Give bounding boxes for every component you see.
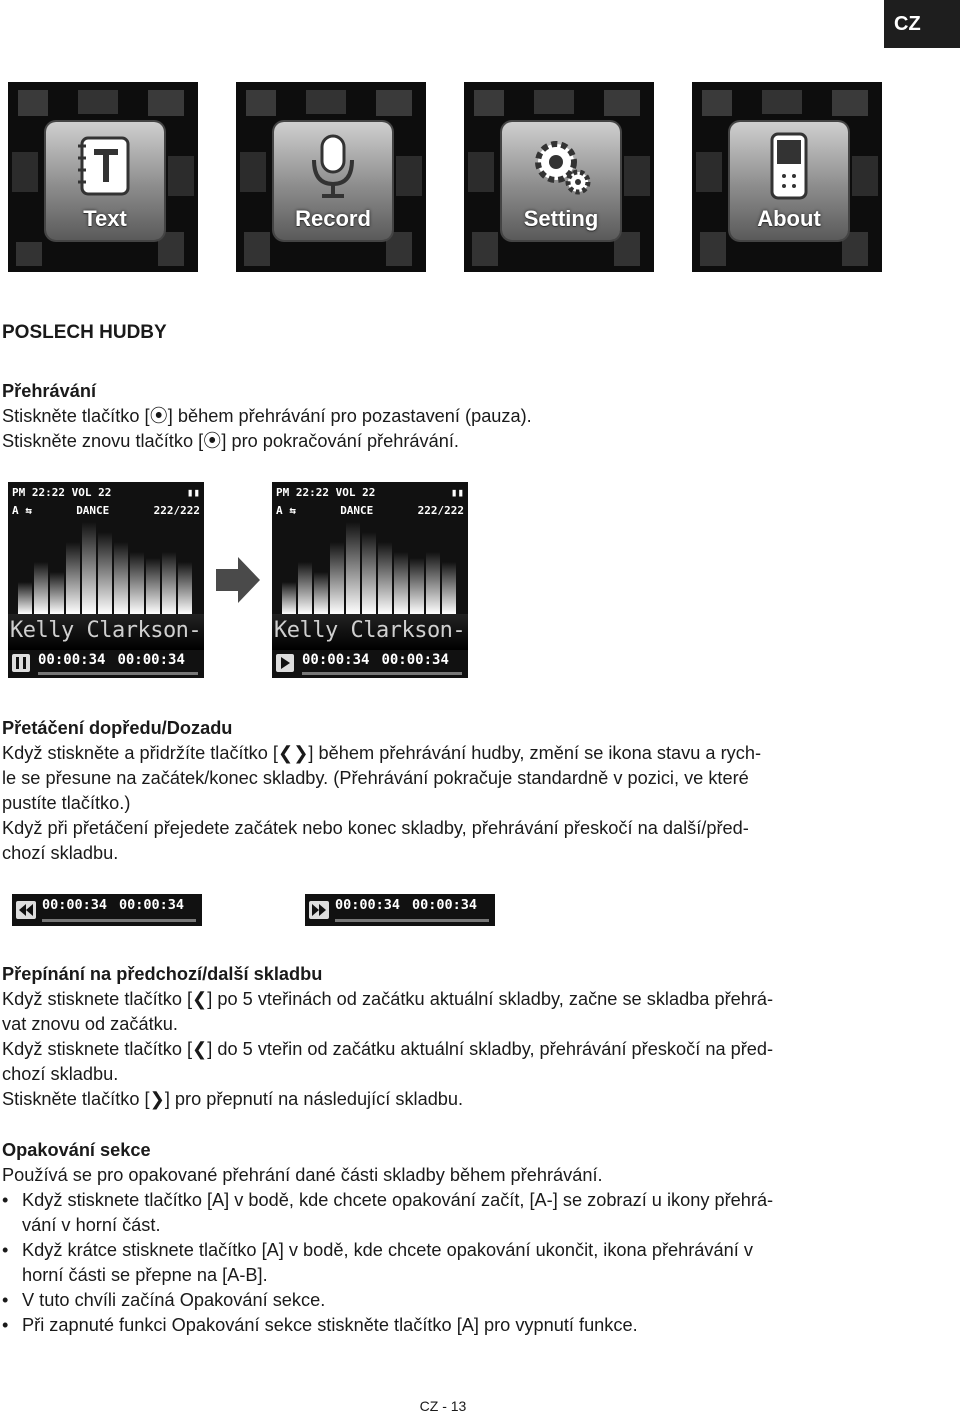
seek-paragraph-2: le se přesune na začátek/konec skladby. (Přehrávání pokračuje standardně v pozici, ve které xyxy=(2,768,749,788)
bullet-text: Když stisknete tlačítko [A] v bodě, kde chcete opakování začít, [A-] se zobrazí u ikony přehrá- xyxy=(22,1190,774,1210)
switch-line-5: Stiskněte tlačítko [❯] pro přepnutí na následující skladbu. xyxy=(2,1089,464,1109)
switch-line-1: Když stisknete tlačítko [❮] po 5 vteřinách od začátku aktuální skladby, začne se skladba přehrá- xyxy=(2,989,774,1009)
microphone-icon xyxy=(298,132,368,202)
clock-volume: PM 22:22 VOL 22 xyxy=(12,486,112,499)
battery-icon: ▮▮ xyxy=(450,486,464,499)
equalizer-visual xyxy=(272,522,468,614)
repeat-mode: A ⇆ xyxy=(12,504,32,517)
menu-shot-record xyxy=(236,82,426,272)
playback-heading: Přehrávání xyxy=(2,381,97,401)
repeat-bullets xyxy=(2,1188,882,1338)
progress-bar xyxy=(335,919,489,922)
repeat-mode: A ⇆ xyxy=(276,504,296,517)
time-readout xyxy=(302,652,449,668)
genre-label: DANCE xyxy=(76,504,110,517)
total-time: 00:00:34 xyxy=(117,652,185,668)
menu-card-record xyxy=(274,122,392,240)
elapsed-time: 00:00:34 xyxy=(38,652,106,668)
language-label: CZ xyxy=(894,12,921,35)
total-time: 00:00:34 xyxy=(381,652,449,668)
repeat-intro: Používá se pro opakované přehrání dané části skladby během přehrávání. xyxy=(2,1165,603,1185)
language-tab xyxy=(884,0,960,48)
seekbar-fast-forward xyxy=(305,894,495,926)
page-number: CZ - 13 xyxy=(419,1398,467,1414)
elapsed-time: 00:00:34 xyxy=(42,897,108,913)
time-readout xyxy=(335,897,477,913)
menu-shot-text xyxy=(8,82,198,272)
seek-paragraph-1: Když stiskněte a přidržíte tlačítko [❮❯] během přehrávání hudby, změní se ikona stavu a rych- xyxy=(2,743,761,763)
menu-screenshots xyxy=(8,82,888,272)
pause-icon xyxy=(12,654,30,672)
play-icon xyxy=(276,654,294,672)
arrow-right-icon xyxy=(214,555,262,605)
menu-label-about: About xyxy=(757,206,821,231)
progress-bar xyxy=(38,672,198,675)
player-screen-playing xyxy=(8,482,204,678)
seek-section xyxy=(2,716,882,866)
progress-bar xyxy=(302,672,462,675)
playback-line-1: Stiskněte tlačítko [⦿] během přehrávání pro pozastavení (pauza). xyxy=(2,406,532,426)
bullet-text: V tuto chvíli začíná Opakování sekce. xyxy=(22,1290,326,1310)
total-time: 00:00:34 xyxy=(119,897,185,913)
menu-card-about xyxy=(730,122,848,240)
list-item xyxy=(2,1238,882,1288)
menu-shot-setting xyxy=(464,82,654,272)
seek-heading: Přetáčení dopředu/Dozadu xyxy=(2,718,233,738)
elapsed-time: 00:00:34 xyxy=(335,897,401,913)
bullet-text: Když krátce stisknete tlačítko [A] v bodě, kde chcete opakování ukončit, ikona přehrávání v xyxy=(22,1240,753,1260)
fast-forward-icon xyxy=(309,901,329,919)
switch-section xyxy=(2,962,882,1112)
switch-line-3: Když stisknete tlačítko [❮] do 5 vteřin od začátku aktuální skladby, přehrávání přeskočí na před- xyxy=(2,1039,774,1059)
time-readout xyxy=(38,652,185,668)
rewind-icon xyxy=(16,901,36,919)
track-counter: 222/222 xyxy=(417,504,464,517)
menu-shot-about xyxy=(692,82,882,272)
clock-volume: PM 22:22 VOL 22 xyxy=(276,486,376,499)
bullet-text: Při zapnuté funkci Opakování sekce stiskněte tlačítko [A] pro vypnutí funkce. xyxy=(22,1315,638,1335)
list-item xyxy=(2,1288,882,1313)
gears-icon xyxy=(526,132,596,202)
elapsed-time: 00:00:34 xyxy=(302,652,370,668)
list-item xyxy=(2,1188,882,1238)
battery-icon: ▮▮ xyxy=(186,486,200,499)
time-readout xyxy=(42,897,184,913)
progress-bar xyxy=(42,919,196,922)
status-bar-top xyxy=(12,486,200,499)
status-bar-second xyxy=(12,504,200,517)
seekbar-rewind xyxy=(12,894,202,926)
bullet-text: vání v horní část. xyxy=(22,1215,161,1235)
status-bar-second xyxy=(276,504,464,517)
list-item xyxy=(2,1313,882,1338)
menu-label-record: Record xyxy=(295,206,371,231)
seek-paragraph-5: chozí skladbu. xyxy=(2,843,119,863)
menu-card-setting xyxy=(502,122,620,240)
seek-paragraph-4: Když při přetáčení přejedete začátek nebo konec skladby, přehrávání přeskočí na další/před- xyxy=(2,818,749,838)
playback-line-2: Stiskněte znovu tlačítko [⦿] pro pokračování přehrávání. xyxy=(2,431,459,451)
menu-card-text xyxy=(46,122,164,240)
status-bar-top xyxy=(276,486,464,499)
menu-label-setting: Setting xyxy=(523,206,599,231)
seek-paragraph-3: pustíte tlačítko.) xyxy=(2,793,131,813)
menu-label-text: Text xyxy=(83,206,127,231)
bullet-text: horní části se přepne na [A-B]. xyxy=(22,1265,268,1285)
total-time: 00:00:34 xyxy=(412,897,478,913)
equalizer-visual xyxy=(8,522,204,614)
artist-name: Kelly Clarkson- xyxy=(10,618,202,643)
section-title: POSLECH HUDBY xyxy=(2,322,167,343)
switch-heading: Přepínání na předchozí/další skladbu xyxy=(2,964,323,984)
player-screen-paused xyxy=(272,482,468,678)
artist-name: Kelly Clarkson- xyxy=(274,618,466,643)
playback-section xyxy=(2,379,882,454)
phone-icon xyxy=(754,132,824,202)
notebook-icon xyxy=(70,132,140,202)
switch-line-4: chozí skladbu. xyxy=(2,1064,119,1084)
track-counter: 222/222 xyxy=(153,504,200,517)
repeat-section xyxy=(2,1138,882,1338)
repeat-heading: Opakování sekce xyxy=(2,1140,151,1160)
genre-label: DANCE xyxy=(340,504,374,517)
switch-line-2: vat znovu od začátku. xyxy=(2,1014,178,1034)
